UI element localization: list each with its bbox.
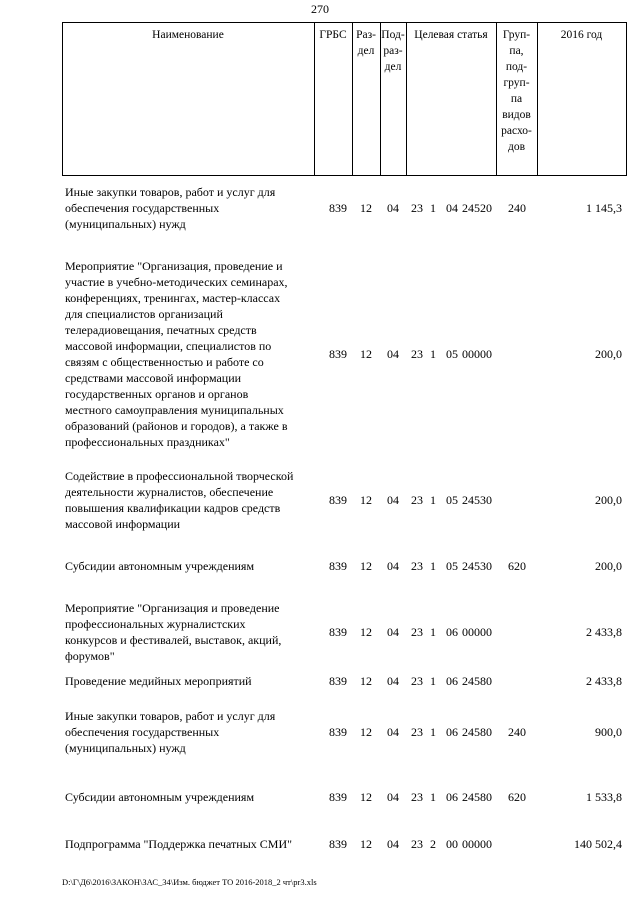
row-name	[65, 558, 325, 574]
row-razdel: 12	[360, 201, 372, 215]
row-podrazdel: 04	[387, 790, 399, 804]
row-target-code: 00000	[462, 625, 492, 639]
row-target-code: 24580	[462, 725, 492, 739]
row-target-event: 00	[446, 837, 458, 851]
header-year	[537, 27, 626, 43]
row-name-line: Субсидии автономным учреждениям	[65, 790, 255, 804]
header-line: Наименование	[152, 29, 224, 41]
header-line: Под-	[381, 29, 405, 41]
row-name-line: обеспечения государственных	[65, 201, 220, 215]
row-razdel: 12	[360, 493, 372, 507]
row-razdel: 12	[360, 837, 372, 851]
row-name-line: профессиональных праздниках"	[65, 435, 230, 449]
row-target-subprogram: 1	[430, 674, 436, 688]
row-name-line: массовой информации, специалистов по	[65, 339, 272, 353]
row-amount-2016: 200,0	[595, 559, 622, 573]
row-target-code: 00000	[462, 837, 492, 851]
row-name-line: Субсидии автономным учреждениям	[65, 559, 255, 573]
row-grbs: 839	[329, 347, 347, 361]
header-line: дов	[507, 141, 526, 153]
row-name	[65, 258, 325, 450]
row-expense-type: 620	[508, 790, 526, 804]
row-amount-2016: 1 145,3	[586, 201, 622, 215]
row-razdel: 12	[360, 725, 372, 739]
table-header	[62, 22, 627, 176]
row-target-code: 24530	[462, 559, 492, 573]
header-line: раз-	[383, 45, 403, 57]
row-amount-2016: 2 433,8	[586, 625, 622, 639]
header-line: Груп-	[502, 29, 531, 41]
row-target-program: 23	[411, 347, 423, 361]
row-name-line: Иные закупки товаров, работ и услуг для	[65, 185, 276, 199]
header-line: па,	[509, 45, 524, 57]
row-name	[65, 789, 325, 805]
row-target-program: 23	[411, 674, 423, 688]
header-line: ГРБС	[319, 29, 347, 41]
column-divider	[62, 23, 63, 175]
row-name-line: обеспечения государственных	[65, 725, 220, 739]
row-podrazdel: 04	[387, 625, 399, 639]
row-razdel: 12	[360, 347, 372, 361]
row-target-event: 05	[446, 493, 458, 507]
row-target-subprogram: 1	[430, 559, 436, 573]
row-grbs: 839	[329, 674, 347, 688]
row-target-event: 06	[446, 674, 458, 688]
row-grbs: 839	[329, 790, 347, 804]
row-grbs: 839	[329, 559, 347, 573]
row-name	[65, 708, 325, 756]
row-razdel: 12	[360, 625, 372, 639]
row-name-line: повышения квалификации кадров средств	[65, 501, 281, 515]
header-grbs	[314, 27, 352, 43]
row-podrazdel: 04	[387, 201, 399, 215]
header-line: дел	[357, 45, 375, 57]
row-name-line: средствами массовой информации	[65, 371, 242, 385]
row-name	[65, 600, 325, 664]
column-divider	[314, 23, 315, 175]
row-name	[65, 673, 325, 689]
row-target-program: 23	[411, 625, 423, 639]
row-target-event: 06	[446, 790, 458, 804]
header-line: расхо-	[501, 125, 532, 137]
header-line: под-	[505, 61, 528, 73]
row-target-program: 23	[411, 837, 423, 851]
row-name-line: деятельности журналистов, обеспечение	[65, 485, 274, 499]
column-divider	[626, 23, 627, 175]
row-amount-2016: 2 433,8	[586, 674, 622, 688]
row-name-line: образований (районов и городов), а также в	[65, 419, 288, 433]
row-name-line: телерадиовещания, печатных средств	[65, 323, 257, 337]
row-target-program: 23	[411, 790, 423, 804]
row-amount-2016: 140 502,4	[574, 837, 622, 851]
row-target-code: 00000	[462, 347, 492, 361]
row-name-line: (муниципальных) нужд	[65, 741, 186, 755]
row-target-program: 23	[411, 559, 423, 573]
row-grbs: 839	[329, 493, 347, 507]
row-name-line: конференциях, тренингах, мастер-классах	[65, 291, 281, 305]
row-amount-2016: 200,0	[595, 493, 622, 507]
row-name-line: массовой информации	[65, 517, 181, 531]
header-target-article	[406, 27, 496, 43]
row-target-code: 24580	[462, 674, 492, 688]
row-razdel: 12	[360, 559, 372, 573]
row-podrazdel: 04	[387, 493, 399, 507]
row-name-line: Мероприятие "Организация, проведение и	[65, 259, 283, 273]
header-line: Целевая статья	[414, 29, 488, 41]
row-name-line: Мероприятие "Организация и проведение	[65, 601, 280, 615]
row-target-subprogram: 1	[430, 347, 436, 361]
row-name-line: Проведение медийных мероприятий	[65, 674, 252, 688]
row-target-event: 04	[446, 201, 458, 215]
row-name-line: участие в учебно-методических семинарах,	[65, 275, 288, 289]
row-grbs: 839	[329, 625, 347, 639]
row-name-line: (муниципальных) нужд	[65, 217, 186, 231]
row-grbs: 839	[329, 837, 347, 851]
row-target-subprogram: 1	[430, 790, 436, 804]
header-name	[62, 27, 314, 43]
row-razdel: 12	[360, 674, 372, 688]
page-number: 270	[311, 2, 329, 16]
row-podrazdel: 04	[387, 674, 399, 688]
row-target-code: 24530	[462, 493, 492, 507]
file-path-footer: D:\Г\Д6\2016\ЗАКОН\ЗАС_34\Изм. бюджет ТО 2016-2018_2 чт\pr3.xls	[62, 877, 317, 887]
row-target-event: 06	[446, 725, 458, 739]
row-razdel: 12	[360, 790, 372, 804]
row-name-line: профессиональных журналистских	[65, 617, 246, 631]
row-podrazdel: 04	[387, 837, 399, 851]
column-divider	[537, 23, 538, 175]
header-line: Раз-	[356, 29, 376, 41]
row-name-line: связям с общественностью и работе со	[65, 355, 264, 369]
row-target-event: 05	[446, 559, 458, 573]
row-name-line: государственных органов и органов	[65, 387, 249, 401]
row-target-event: 06	[446, 625, 458, 639]
row-name	[65, 468, 325, 532]
column-divider	[406, 23, 407, 175]
header-expense-group	[496, 27, 537, 155]
row-name-line: форумов"	[65, 649, 115, 663]
row-name-line: Подпрограмма "Поддержка печатных СМИ"	[65, 837, 293, 851]
row-target-subprogram: 1	[430, 493, 436, 507]
row-name-line: для специалистов организаций	[65, 307, 223, 321]
row-name-line: Иные закупки товаров, работ и услуг для	[65, 709, 276, 723]
row-target-subprogram: 2	[430, 837, 436, 851]
header-podrazdel	[380, 27, 406, 75]
row-name-line: конкурсов и фестивалей, выставок, акций,	[65, 633, 282, 647]
row-expense-type: 620	[508, 559, 526, 573]
row-target-program: 23	[411, 725, 423, 739]
header-line: груп-	[503, 77, 530, 89]
row-amount-2016: 1 533,8	[586, 790, 622, 804]
row-target-event: 05	[446, 347, 458, 361]
row-target-program: 23	[411, 493, 423, 507]
row-target-program: 23	[411, 201, 423, 215]
row-name	[65, 836, 325, 852]
header-razdel	[352, 27, 380, 59]
row-podrazdel: 04	[387, 347, 399, 361]
row-podrazdel: 04	[387, 725, 399, 739]
row-grbs: 839	[329, 201, 347, 215]
row-amount-2016: 900,0	[595, 725, 622, 739]
row-amount-2016: 200,0	[595, 347, 622, 361]
row-name-line: местного самоуправления муниципальных	[65, 403, 284, 417]
header-line: видов	[502, 109, 531, 121]
row-podrazdel: 04	[387, 559, 399, 573]
header-line: дел	[384, 61, 402, 73]
row-name-line: Содействие в профессиональной творческой	[65, 469, 294, 483]
row-target-subprogram: 1	[430, 625, 436, 639]
row-target-code: 24580	[462, 790, 492, 804]
header-line: 2016 год	[560, 29, 603, 41]
row-name	[65, 184, 325, 232]
row-target-subprogram: 1	[430, 201, 436, 215]
row-target-code: 24520	[462, 201, 492, 215]
row-expense-type: 240	[508, 725, 526, 739]
header-line: па	[510, 93, 523, 105]
row-expense-type: 240	[508, 201, 526, 215]
row-target-subprogram: 1	[430, 725, 436, 739]
row-grbs: 839	[329, 725, 347, 739]
